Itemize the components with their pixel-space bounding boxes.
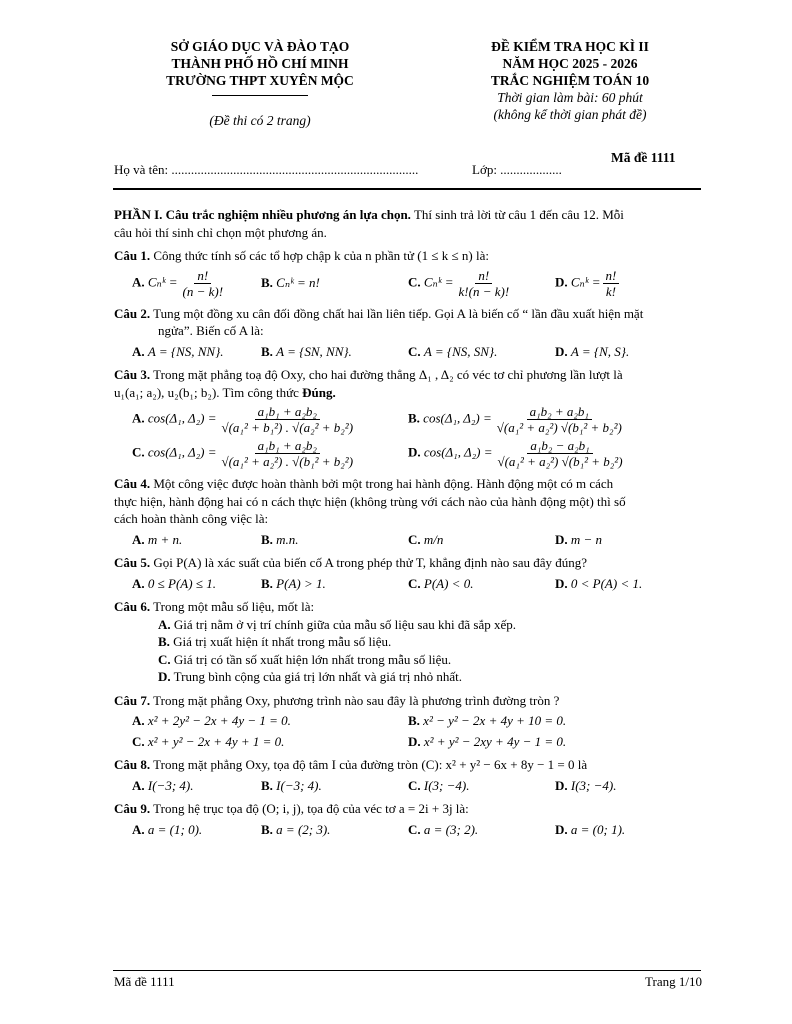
option-a[interactable]: A. Giá trị nằm ở vị trí chính giữa của mẫu số liệu sau khi đã sắp xếp. [158, 616, 516, 632]
school-name: TRƯỜNG THPT XUYÊN MỘC [166, 73, 354, 88]
option-d[interactable]: D. 0 < P(A) < 1. [555, 575, 643, 591]
option-c[interactable]: C. a = (3; 2). [408, 821, 479, 837]
question-7-options-cd [114, 733, 702, 751]
header-left [150, 38, 370, 89]
header-right [450, 38, 690, 123]
option-c[interactable]: C. P(A) < 0. [408, 575, 474, 591]
part1-title: PHẦN I. Câu trắc nghiệm nhiều phương án lựa chọn. [114, 207, 411, 222]
question-3-options-ab [114, 404, 702, 435]
option-a[interactable]: A. cos(Δ₁, Δ₂) = $\frac{\text{a₁b₁ + a₂b₂}}{\text{√(a₁² + b₁²) . √(a₂² + b₂²)}}$ [132, 404, 354, 435]
question-2: Câu 2. Tung một đồng xu cân đối đồng chất hai lần liên tiếp. Gọi A là biến cố “ lần đầu xuất hiện mặt ngửa”. Biến cố A là: [114, 305, 644, 338]
question-4: Câu 4. Một công việc được hoàn thành bởi một trong hai hành động. Hành động một có m cách thực hiện, hành động hai có n cách thực hiện (không trùng với cách nào của hành động một) thì số cách hoàn thành công việc là: [114, 476, 626, 526]
header-rule [113, 188, 701, 190]
department-name: SỞ GIÁO DỤC VÀ ĐÀO TẠO [170, 39, 350, 54]
option-b[interactable]: B. Giá trị xuất hiện ít nhất trong mẫu số liệu. [158, 634, 392, 649]
footer-rule [113, 970, 701, 971]
option-a[interactable]: A. I(−3; 4). [132, 777, 194, 793]
option-d[interactable]: D. x² + y² − 2xy + 4y − 1 = 0. [408, 733, 567, 749]
option-b[interactable]: B. Cₙᵏ = n! [261, 275, 320, 291]
question-8-options [114, 777, 702, 795]
question-1: Câu 1. Công thức tính số các tổ hợp chập k của n phần tử (1 ≤ k ≤ n) là: [114, 248, 489, 263]
question-7-options-ab [114, 712, 702, 730]
option-d[interactable]: D. Trung bình cộng của giá trị lớn nhất và giá trị nhỏ nhất. [158, 669, 463, 684]
option-c[interactable]: C. Giá trị có tần số xuất hiện lớn nhất trong mẫu số liệu. [158, 651, 452, 667]
option-c[interactable]: C. I(3; −4). [408, 777, 470, 793]
option-b[interactable]: B. m.n. [261, 531, 299, 547]
option-b[interactable]: B. A = {SN, NN}. [261, 343, 352, 359]
option-d[interactable]: D. a = (0; 1). [555, 821, 626, 837]
option-c[interactable]: C. cos(Δ₁, Δ₂) = $\frac{\text{a₁b₁ + a₂b₂}}{\text{√(a₁² + a₂²) . √(b₁² + b₂²)}}$ [132, 438, 354, 469]
option-a[interactable]: A. A = {NS, NN}. [132, 343, 224, 359]
question-5-options [114, 575, 702, 593]
option-b[interactable]: B. P(A) > 1. [261, 575, 326, 591]
option-a[interactable]: A. 0 ≤ P(A) ≤ 1. [132, 575, 216, 591]
footer-exam-code: Mã đề 1111 [114, 974, 175, 989]
question-3: Câu 3. Trong mặt phẳng toạ độ Oxy, cho hai đường thẳng Δ₁ , Δ₂ có véc tơ chỉ phương lần lượt là u₁(a₁; a₂), u₂(b₁; b₂). Tìm công thức Đúng. [114, 367, 623, 400]
option-d[interactable]: D. cos(Δ₁, Δ₂) = $\frac{\text{a₁b₂ − a₂b₁}}{\text{√(a₁² + a₂²) √(b₁² + b₂²)}}$ [408, 438, 623, 469]
question-1-options [114, 268, 702, 299]
option-d[interactable]: D. A = {N, S}. [555, 343, 630, 359]
option-c[interactable]: C. Cₙᵏ = $\frac{n!}{k!(n - k)!}$ [408, 267, 510, 299]
option-b[interactable]: B. a = (2; 3). [261, 821, 331, 837]
option-b[interactable]: B. I(−3; 4). [261, 777, 322, 793]
school-year: NĂM HỌC 2025 - 2026 [502, 56, 638, 71]
option-c[interactable]: C. A = {NS, SN}. [408, 343, 498, 359]
option-d[interactable]: D. I(3; −4). [555, 777, 617, 793]
option-c[interactable]: C. x² + y² − 2x + 4y + 1 = 0. [132, 733, 285, 749]
option-b[interactable]: B. x² − y² − 2x + 4y + 10 = 0. [408, 713, 567, 728]
option-a[interactable]: A. Cₙᵏ = $\frac{n!}{(n - k)!}$ [132, 267, 224, 299]
option-a[interactable]: A. a = (1; 0). [132, 821, 203, 837]
class-field[interactable]: Lớp: ................... [472, 162, 562, 177]
question-9-options [114, 821, 702, 839]
question-5: Câu 5. Gọi P(A) là xác suất của biến cố A trong phép thử T, khẳng định nào sau đây đúng? [114, 555, 588, 570]
time-limit: Thời gian làm bài: 60 phút [497, 90, 643, 105]
page-count-note: (Đề thi có 2 trang) [209, 113, 311, 128]
time-note: (không kể thời gian phát đề) [493, 107, 647, 122]
question-8: Câu 8. Trong mặt phẳng Oxy, tọa độ tâm I của đường tròn (C): x² + y² − 6x + 8y − 1 = 0 là [114, 757, 588, 772]
question-7: Câu 7. Trong mặt phẳng Oxy, phương trình nào sau đây là phương trình đường tròn ? [114, 692, 560, 708]
option-d[interactable]: D. m − n [555, 531, 603, 547]
exam-code: Mã đề 1111 [611, 150, 676, 165]
option-b[interactable]: B. cos(Δ₁, Δ₂) = $\frac{\text{a₁b₂ + a₂b₁}}{\text{√(a₁² + a₂²) √(b₁² + b₂²)}}$ [408, 404, 622, 435]
header-divider [212, 95, 308, 96]
question-9: Câu 9. Trong hệ trục tọa độ (O; i, j), tọa độ của véc tơ a = 2i + 3j là: [114, 801, 469, 816]
page-number: Trang 1/10 [645, 974, 702, 989]
question-4-options [114, 531, 702, 549]
option-d[interactable]: D. Cₙᵏ = $\frac{n!}{k!}$ [555, 268, 702, 299]
option-c[interactable]: C. m/n [408, 531, 444, 547]
city-name: THÀNH PHỐ HỒ CHÍ MINH [171, 56, 349, 71]
question-3-options-cd [114, 438, 702, 469]
question-6: Câu 6. Trong một mẫu số liệu, mốt là: [114, 599, 315, 614]
exam-title: ĐỀ KIỂM TRA HỌC KÌ II [491, 39, 649, 54]
student-name-field[interactable]: Họ và tên: ............................................................................ [114, 162, 419, 177]
subject-title: TRẮC NGHIỆM TOÁN 10 [490, 73, 650, 88]
option-a[interactable]: A. m + n. [132, 531, 183, 547]
part1-intro: PHẦN I. Câu trắc nghiệm nhiều phương án lựa chọn. Thí sinh trả lời từ câu 1 đến câu 12. Mỗi câu hỏi thí sinh chỉ chọn một phương án. [114, 207, 624, 240]
option-a[interactable]: A. x² + 2y² − 2x + 4y − 1 = 0. [132, 713, 291, 728]
exam-content [114, 206, 702, 838]
question-2-options [114, 343, 702, 361]
